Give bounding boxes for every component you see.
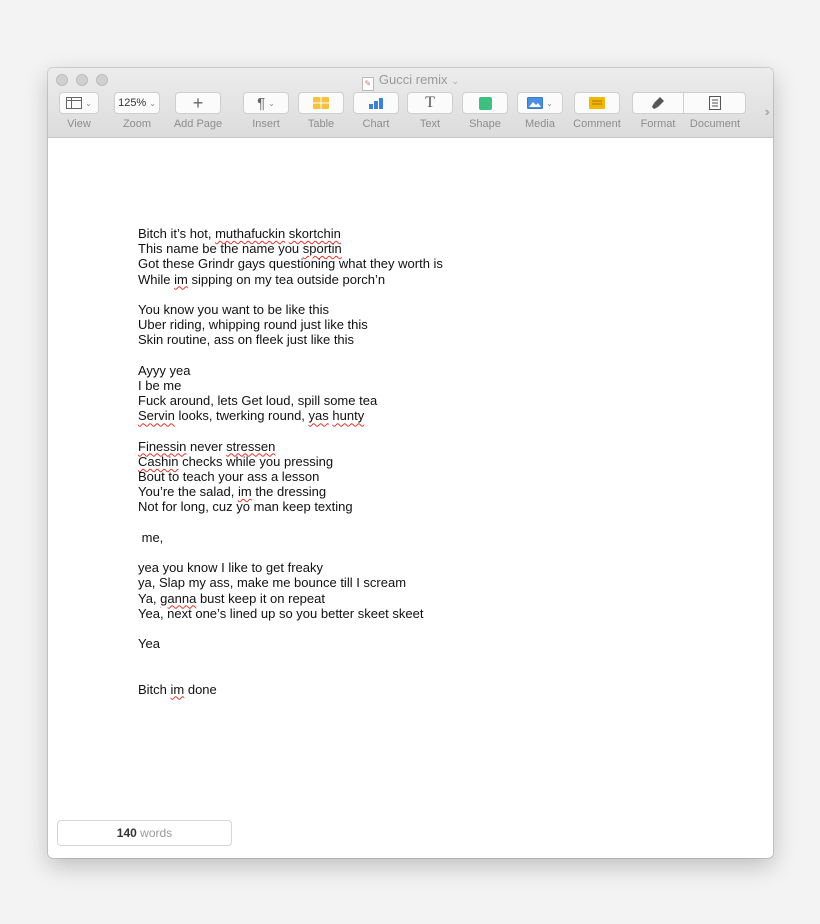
- zoom-value: 125%: [118, 97, 147, 109]
- zoom-select[interactable]: [114, 92, 160, 114]
- zoom-label: Zoom: [122, 118, 152, 130]
- insert-button[interactable]: [243, 92, 289, 114]
- shape-icon: [479, 97, 492, 110]
- text-line: [138, 393, 443, 408]
- text-line: [138, 256, 443, 271]
- misspelled-word: Finessin: [138, 438, 187, 454]
- text-line: [138, 621, 443, 636]
- text-line: [138, 408, 443, 423]
- comment-icon: [589, 97, 605, 109]
- shape-tool[interactable]: [462, 92, 508, 130]
- chevron-down-icon: ⌄: [268, 98, 275, 108]
- text-line: [138, 348, 443, 363]
- text-run: the dressing: [251, 484, 327, 500]
- paintbrush-icon: [651, 96, 665, 110]
- text-line: [138, 378, 443, 393]
- sidebar-layout-icon: [66, 97, 82, 109]
- document-tool[interactable]: [684, 92, 746, 130]
- comment-button[interactable]: [574, 92, 620, 114]
- table-icon: [313, 97, 329, 109]
- text-line: [138, 545, 443, 560]
- text-run: I be me: [138, 377, 182, 393]
- word-count[interactable]: [57, 820, 232, 846]
- text-run: done: [184, 681, 217, 697]
- insert-label: Insert: [252, 118, 280, 130]
- add-page-tool[interactable]: [172, 92, 224, 130]
- text-run: never: [186, 438, 227, 454]
- insert-tool[interactable]: [243, 92, 289, 130]
- paragraph-icon: ¶: [257, 94, 266, 112]
- chevron-down-icon: ⌄: [451, 76, 460, 86]
- text-line: [138, 530, 443, 545]
- text-line: [138, 606, 443, 621]
- misspelled-word: Servin: [138, 408, 175, 424]
- chart-label: Chart: [362, 118, 390, 130]
- misspelled-word: im: [170, 681, 185, 697]
- media-tool[interactable]: [517, 92, 563, 130]
- text-run: Not for long, cuz yo man keep texting: [138, 499, 353, 515]
- misspelled-word: im: [174, 271, 188, 287]
- chevron-down-icon: ⌄: [85, 98, 92, 108]
- document-label: Document: [689, 118, 741, 130]
- comment-label: Comment: [573, 118, 621, 130]
- text-line: [138, 423, 443, 438]
- text-run: yea you know I like to get freaky: [138, 560, 323, 576]
- text-line: [138, 272, 443, 287]
- window-title[interactable]: ✎ Gucci remix ⌄: [48, 72, 773, 91]
- document-inspector-icon: [709, 96, 721, 110]
- zoom-tool[interactable]: [114, 92, 160, 130]
- text-line: [138, 332, 443, 347]
- text-line: [138, 363, 443, 378]
- text-run: Yea, next one’s lined up so you better skeet skeet: [138, 605, 424, 621]
- misspelled-word: stressen: [226, 438, 276, 454]
- text-line: [138, 682, 443, 697]
- misspelled-word: yas: [308, 408, 329, 424]
- view-label: View: [67, 118, 91, 130]
- text-line: [138, 666, 443, 681]
- misspelled-word: skortchin: [288, 226, 341, 241]
- text-run: bust keep it on repeat: [196, 590, 325, 606]
- text-button[interactable]: [407, 92, 453, 114]
- text-line: [138, 317, 443, 332]
- text-run: While: [138, 271, 175, 287]
- text-run: Bitch it’s hot,: [138, 226, 216, 241]
- text-run: looks, twerking round,: [174, 408, 309, 424]
- text-line: [138, 484, 443, 499]
- add-page-button[interactable]: [175, 92, 221, 114]
- text-line: [138, 499, 443, 514]
- comment-tool[interactable]: [571, 92, 623, 130]
- photo-icon: [527, 97, 543, 109]
- text-line: [138, 454, 443, 469]
- toolbar: [48, 92, 773, 134]
- shape-label: Shape: [469, 118, 501, 130]
- text-line: [138, 302, 443, 317]
- text-run: Bout to teach your ass a lesson: [138, 469, 320, 484]
- view-button[interactable]: [59, 92, 99, 114]
- pages-window: [48, 68, 773, 858]
- text-line: [138, 636, 443, 651]
- text-run: Skin routine, ass on fleek just like this: [138, 332, 355, 348]
- text-run: checks while you pressing: [178, 453, 334, 469]
- text-run: Uber riding, whipping round just like this: [138, 317, 368, 333]
- chevron-down-icon: ⌄: [546, 98, 553, 108]
- text-run: Yea: [138, 636, 160, 652]
- word-count-value: 140: [116, 826, 137, 840]
- misspelled-word: ganna: [160, 590, 197, 606]
- media-label: Media: [525, 118, 555, 130]
- table-tool[interactable]: [298, 92, 344, 130]
- text-run: Bitch: [138, 681, 171, 697]
- format-label: Format: [640, 118, 676, 130]
- text-line: [138, 469, 443, 484]
- text-run: Ayyy yea: [138, 362, 191, 378]
- add-page-label: Add Page: [173, 118, 223, 130]
- media-button[interactable]: [517, 92, 563, 114]
- plus-icon: +: [192, 93, 204, 113]
- text-run: sipping on my tea outside porch’n: [187, 271, 386, 287]
- text-label: Text: [419, 118, 441, 130]
- text-run: me,: [138, 529, 164, 545]
- title-bar: [48, 68, 773, 138]
- text-run: Ya,: [138, 590, 161, 606]
- misspelled-word: im: [237, 484, 252, 500]
- text-run: ya, Slap my ass, make me bounce till I scream: [138, 575, 407, 591]
- text-run: Fuck around, lets Get loud, spill some tea: [138, 393, 378, 409]
- text-run: You know you want to be like this: [138, 301, 330, 317]
- table-button[interactable]: [298, 92, 344, 114]
- text-line: [138, 226, 443, 241]
- chart-button[interactable]: [353, 92, 399, 114]
- format-button[interactable]: [632, 92, 684, 114]
- text-run: You’re the salad,: [138, 484, 238, 500]
- text-line: [138, 439, 443, 454]
- view-tool[interactable]: [57, 92, 101, 130]
- text-line: [138, 241, 443, 256]
- text-line: [138, 651, 443, 666]
- text-line: [138, 591, 443, 606]
- word-count-label: words: [140, 826, 173, 840]
- shape-button[interactable]: [462, 92, 508, 114]
- chart-icon: [368, 97, 384, 109]
- document-body[interactable]: [138, 226, 443, 697]
- misspelled-word: Cashin: [138, 453, 179, 469]
- misspelled-word: hunty: [332, 408, 365, 424]
- text-run: Got these Grindr gays questioning what they worth is: [138, 256, 443, 272]
- chevron-down-icon: ⌄: [149, 98, 156, 108]
- text-line: [138, 287, 443, 302]
- format-tool[interactable]: [632, 92, 684, 130]
- text-tool[interactable]: [407, 92, 453, 130]
- chart-tool[interactable]: [353, 92, 399, 130]
- text-line: [138, 560, 443, 575]
- text-icon: T: [425, 94, 435, 111]
- text-line: [138, 575, 443, 590]
- table-label: Table: [307, 118, 335, 130]
- document-button[interactable]: [684, 92, 746, 114]
- misspelled-word: muthafuckin: [215, 226, 286, 241]
- overflow-chevron-icon[interactable]: ››: [764, 104, 767, 119]
- misspelled-word: sportin: [302, 241, 342, 257]
- text-run: This name be the name you: [138, 241, 303, 257]
- text-line: [138, 515, 443, 530]
- document-icon: ✎: [362, 77, 374, 91]
